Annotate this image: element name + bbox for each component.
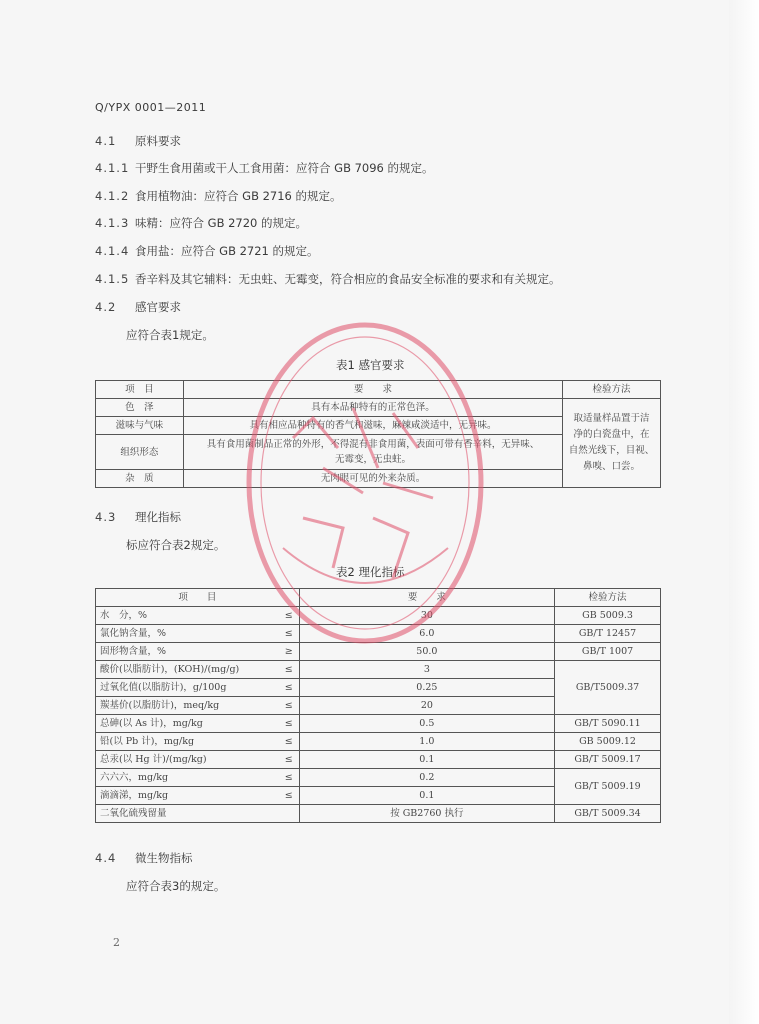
requirement-cell: 无肉眼可见的外来杂质。 [183, 470, 562, 488]
item-cell: 羰基价(以脂肪计)，meq/kg [96, 697, 270, 715]
value-cell: 50.0 [299, 643, 554, 661]
section-number: 4.1.2 [95, 189, 130, 203]
value-cell: 按 GB2760 执行 [299, 805, 554, 823]
item-cell: 固形物含量，% [96, 643, 270, 661]
table-row [96, 733, 661, 751]
value-cell: 6.0 [299, 625, 554, 643]
item-cell: 氯化钠含量，% [96, 625, 270, 643]
section-number: 4.1.5 [95, 272, 130, 286]
header-cell: 要 求 [299, 589, 554, 607]
header-cell: 项 目 [96, 381, 184, 399]
section-4-1-2 [95, 188, 342, 204]
value-cell: 0.25 [299, 679, 554, 697]
method-line: 净的白瓷盘中，在 [573, 429, 650, 440]
value-cell: 20 [299, 697, 554, 715]
item-cell: 色 泽 [96, 399, 184, 417]
item-cell: 滋味与气味 [96, 417, 184, 435]
item-cell: 总砷(以 As 计)，mg/kg [96, 715, 270, 733]
section-4-1-4 [95, 243, 319, 259]
item-cell: 组织形态 [96, 435, 184, 470]
section-title: 微生物指标 [135, 851, 193, 865]
operator-cell: ≤ [269, 697, 299, 715]
table2-caption: 表2 理化指标 [336, 565, 405, 579]
section-text: 香辛料及其它辅料：无虫蛀、无霉变，符合相应的食品安全标准的要求和有关规定。 [135, 272, 561, 286]
value-cell: 0.2 [299, 769, 554, 787]
item-cell: 总汞(以 Hg 计)/(mg/kg) [96, 751, 270, 769]
paragraph: 应符合表1规定。 [126, 328, 214, 342]
item-cell: 杂 质 [96, 470, 184, 488]
section-4-4 [95, 850, 193, 866]
operator-cell: ≤ [269, 625, 299, 643]
value-cell: 30 [299, 607, 554, 625]
table-sensory [95, 380, 661, 488]
table-row [96, 625, 661, 643]
item-cell: 酸价(以脂肪计)，(KOH)/(mg/g) [96, 661, 270, 679]
section-title: 理化指标 [135, 510, 181, 524]
method-line: 取适量样品置于洁 [573, 413, 650, 424]
item-cell: 滴滴涕，mg/kg [96, 787, 270, 805]
method-cell: GB/T 5009.34 [555, 805, 661, 823]
item-cell: 二氧化硫残留量 [96, 805, 300, 823]
method-cell: GB/T 1007 [555, 643, 661, 661]
item-cell: 六六六，mg/kg [96, 769, 270, 787]
section-4-1-1 [95, 160, 434, 176]
section-title: 感官要求 [135, 300, 181, 314]
operator-cell: ≤ [269, 751, 299, 769]
operator-cell: ≥ [269, 643, 299, 661]
section-text: 食用植物油：应符合 GB 2716 的规定。 [135, 189, 342, 203]
operator-cell: ≤ [269, 769, 299, 787]
table1-caption: 表1 感官要求 [336, 358, 405, 372]
value-cell: 0.5 [299, 715, 554, 733]
table-row [96, 805, 661, 823]
requirement-line: 无霉变，无虫蛀。 [334, 454, 411, 465]
table-row [96, 661, 661, 679]
method-cell: GB 5009.3 [555, 607, 661, 625]
table-row [96, 399, 661, 417]
section-text: 味精：应符合 GB 2720 的规定。 [135, 216, 308, 230]
requirement-cell [183, 435, 562, 470]
method-cell: GB/T 5009.17 [555, 751, 661, 769]
value-cell: 3 [299, 661, 554, 679]
method-cell: GB/T 5090.11 [555, 715, 661, 733]
section-title: 原料要求 [135, 134, 181, 148]
item-cell: 铅(以 Pb 计)，mg/kg [96, 733, 270, 751]
section-text: 食用盐：应符合 GB 2721 的规定。 [135, 244, 319, 258]
value-cell: 0.1 [299, 751, 554, 769]
operator-cell: ≤ [269, 733, 299, 751]
section-number: 4.1.1 [95, 161, 130, 175]
section-4-1 [95, 133, 181, 149]
operator-cell: ≤ [269, 607, 299, 625]
item-cell: 过氧化值(以脂肪计)，g/100g [96, 679, 270, 697]
section-number: 4.4 [95, 851, 117, 865]
section-text: 干野生食用菌或干人工食用菌：应符合 GB 7096 的规定。 [135, 161, 434, 175]
operator-cell: ≤ [269, 679, 299, 697]
value-cell: 1.0 [299, 733, 554, 751]
page-number: 2 [113, 936, 120, 949]
method-line: 鼻嗅、口尝。 [583, 461, 641, 472]
method-cell: GB/T 5009.19 [555, 769, 661, 805]
section-number: 4.1.3 [95, 216, 130, 230]
operator-cell: ≤ [269, 661, 299, 679]
section-number: 4.1.4 [95, 244, 130, 258]
header-cell: 要 求 [183, 381, 562, 399]
requirement-line: 具有食用菌制品正常的外形，不得混有非食用菌，表面可带有香辛料，无异味、 [206, 439, 540, 450]
table-row [96, 607, 661, 625]
table-header-row [96, 589, 661, 607]
requirement-cell: 具有相应品种特有的香气和滋味，麻辣咸淡适中，无异味。 [183, 417, 562, 435]
method-cell: GB 5009.12 [555, 733, 661, 751]
table-header-row [96, 381, 661, 399]
table-row [96, 643, 661, 661]
requirement-cell: 具有本品种特有的正常色泽。 [183, 399, 562, 417]
operator-cell: ≤ [269, 715, 299, 733]
method-cell: GB/T 12457 [555, 625, 661, 643]
section-4-1-5 [95, 271, 561, 287]
section-number: 4.2 [95, 300, 117, 314]
method-cell: GB/T5009.37 [555, 661, 661, 715]
method-cell [563, 399, 661, 488]
section-4-3 [95, 509, 181, 525]
table-physicochemical [95, 588, 661, 823]
paragraph: 标应符合表2规定。 [126, 538, 226, 552]
table-row [96, 715, 661, 733]
header-cell: 项 目 [96, 589, 300, 607]
section-4-1-3 [95, 215, 307, 231]
method-line: 自然光线下，目视、 [568, 445, 655, 456]
operator-cell: ≤ [269, 787, 299, 805]
value-cell: 0.1 [299, 787, 554, 805]
section-number: 4.1 [95, 134, 117, 148]
table-row [96, 751, 661, 769]
paragraph: 应符合表3的规定。 [126, 879, 226, 893]
header-cell: 检验方法 [555, 589, 661, 607]
item-cell: 水 分，% [96, 607, 270, 625]
section-4-2 [95, 299, 181, 315]
section-number: 4.3 [95, 510, 117, 524]
header-cell: 检验方法 [563, 381, 661, 399]
table-row [96, 769, 661, 787]
standard-code: Q/YPX 0001—2011 [95, 101, 207, 114]
